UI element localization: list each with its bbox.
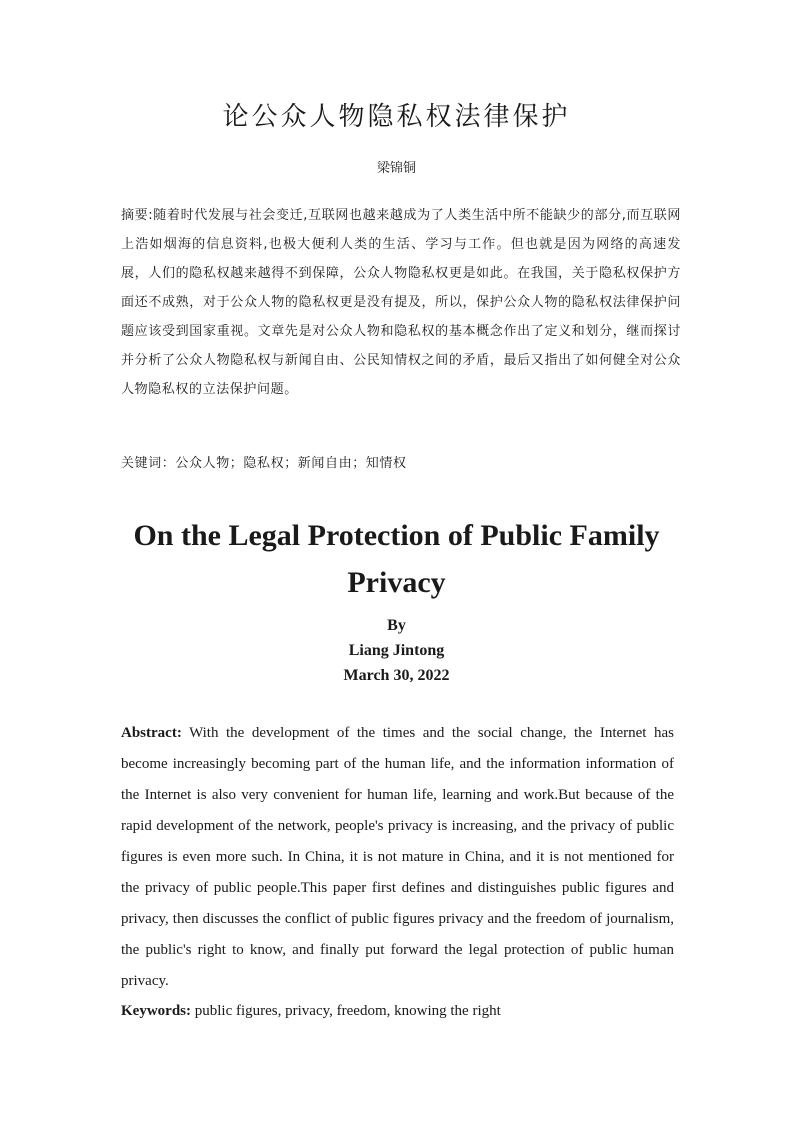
chinese-abstract: 摘要:随着时代发展与社会变迁,互联网也越来越成为了人类生活中所不能缺少的部分,而互联网上浩如烟海的信息资料,也极大便利人类的生活、学习与工作。但也就是因为网络的高速发展，人们的隐私权越来越得不到保障，公众人物隐私权更是如此。在我国，关于隐私权保护方面还不成熟，对于公众人物的隐私权更是没有提及，所以，保护公众人物的隐私权法律保护问题应该受到国家重视。文章先是对公众人物和隐私权的基本概念作出了定义和划分，继而探讨并分析了公众人物隐私权与新闻自由、公民知情权之间的矛盾，最后又指出了如何健全对公众人物隐私权的立法保护问题。 [121,208,681,397]
chinese-title: 论公众人物隐私权法律保护 [222,102,571,132]
english-author: Liang Jintong [348,642,445,659]
english-title: On the Legal Protection of Public Family Privacy [133,519,660,599]
english-keywords [121,1003,681,1020]
english-date: March 30, 2022 [343,667,450,684]
english-keywords-label: Keywords: [121,1003,191,1019]
chinese-author: 梁锦铜 [376,161,416,176]
english-keywords-text: public figures, privacy, freedom, knowing the right [194,1003,501,1019]
english-by-line: By [387,617,406,634]
english-abstract-label: Abstract: [121,725,182,741]
chinese-keywords: 关键词：公众人物；隐私权；新闻自由；知情权 [121,456,407,471]
english-abstract-text: With the development of the times and the social change, the Internet has become increasingly becoming part of the human life, and the information information of the Internet is also very convenient for human life, learning and work.But because of the rapid development of the network, people's privacy is increasing, and the privacy of public figures is even more such. In China, it is not mature in China, and it is not mentioned for the privacy of public people.This paper first defines and distinguishes public figures and privacy, then discusses the conflict of public figures privacy and the freedom of journalism, the public's right to know, and finally put forward the legal protection of public human privacy. [121,725,674,989]
english-abstract [121,718,674,997]
